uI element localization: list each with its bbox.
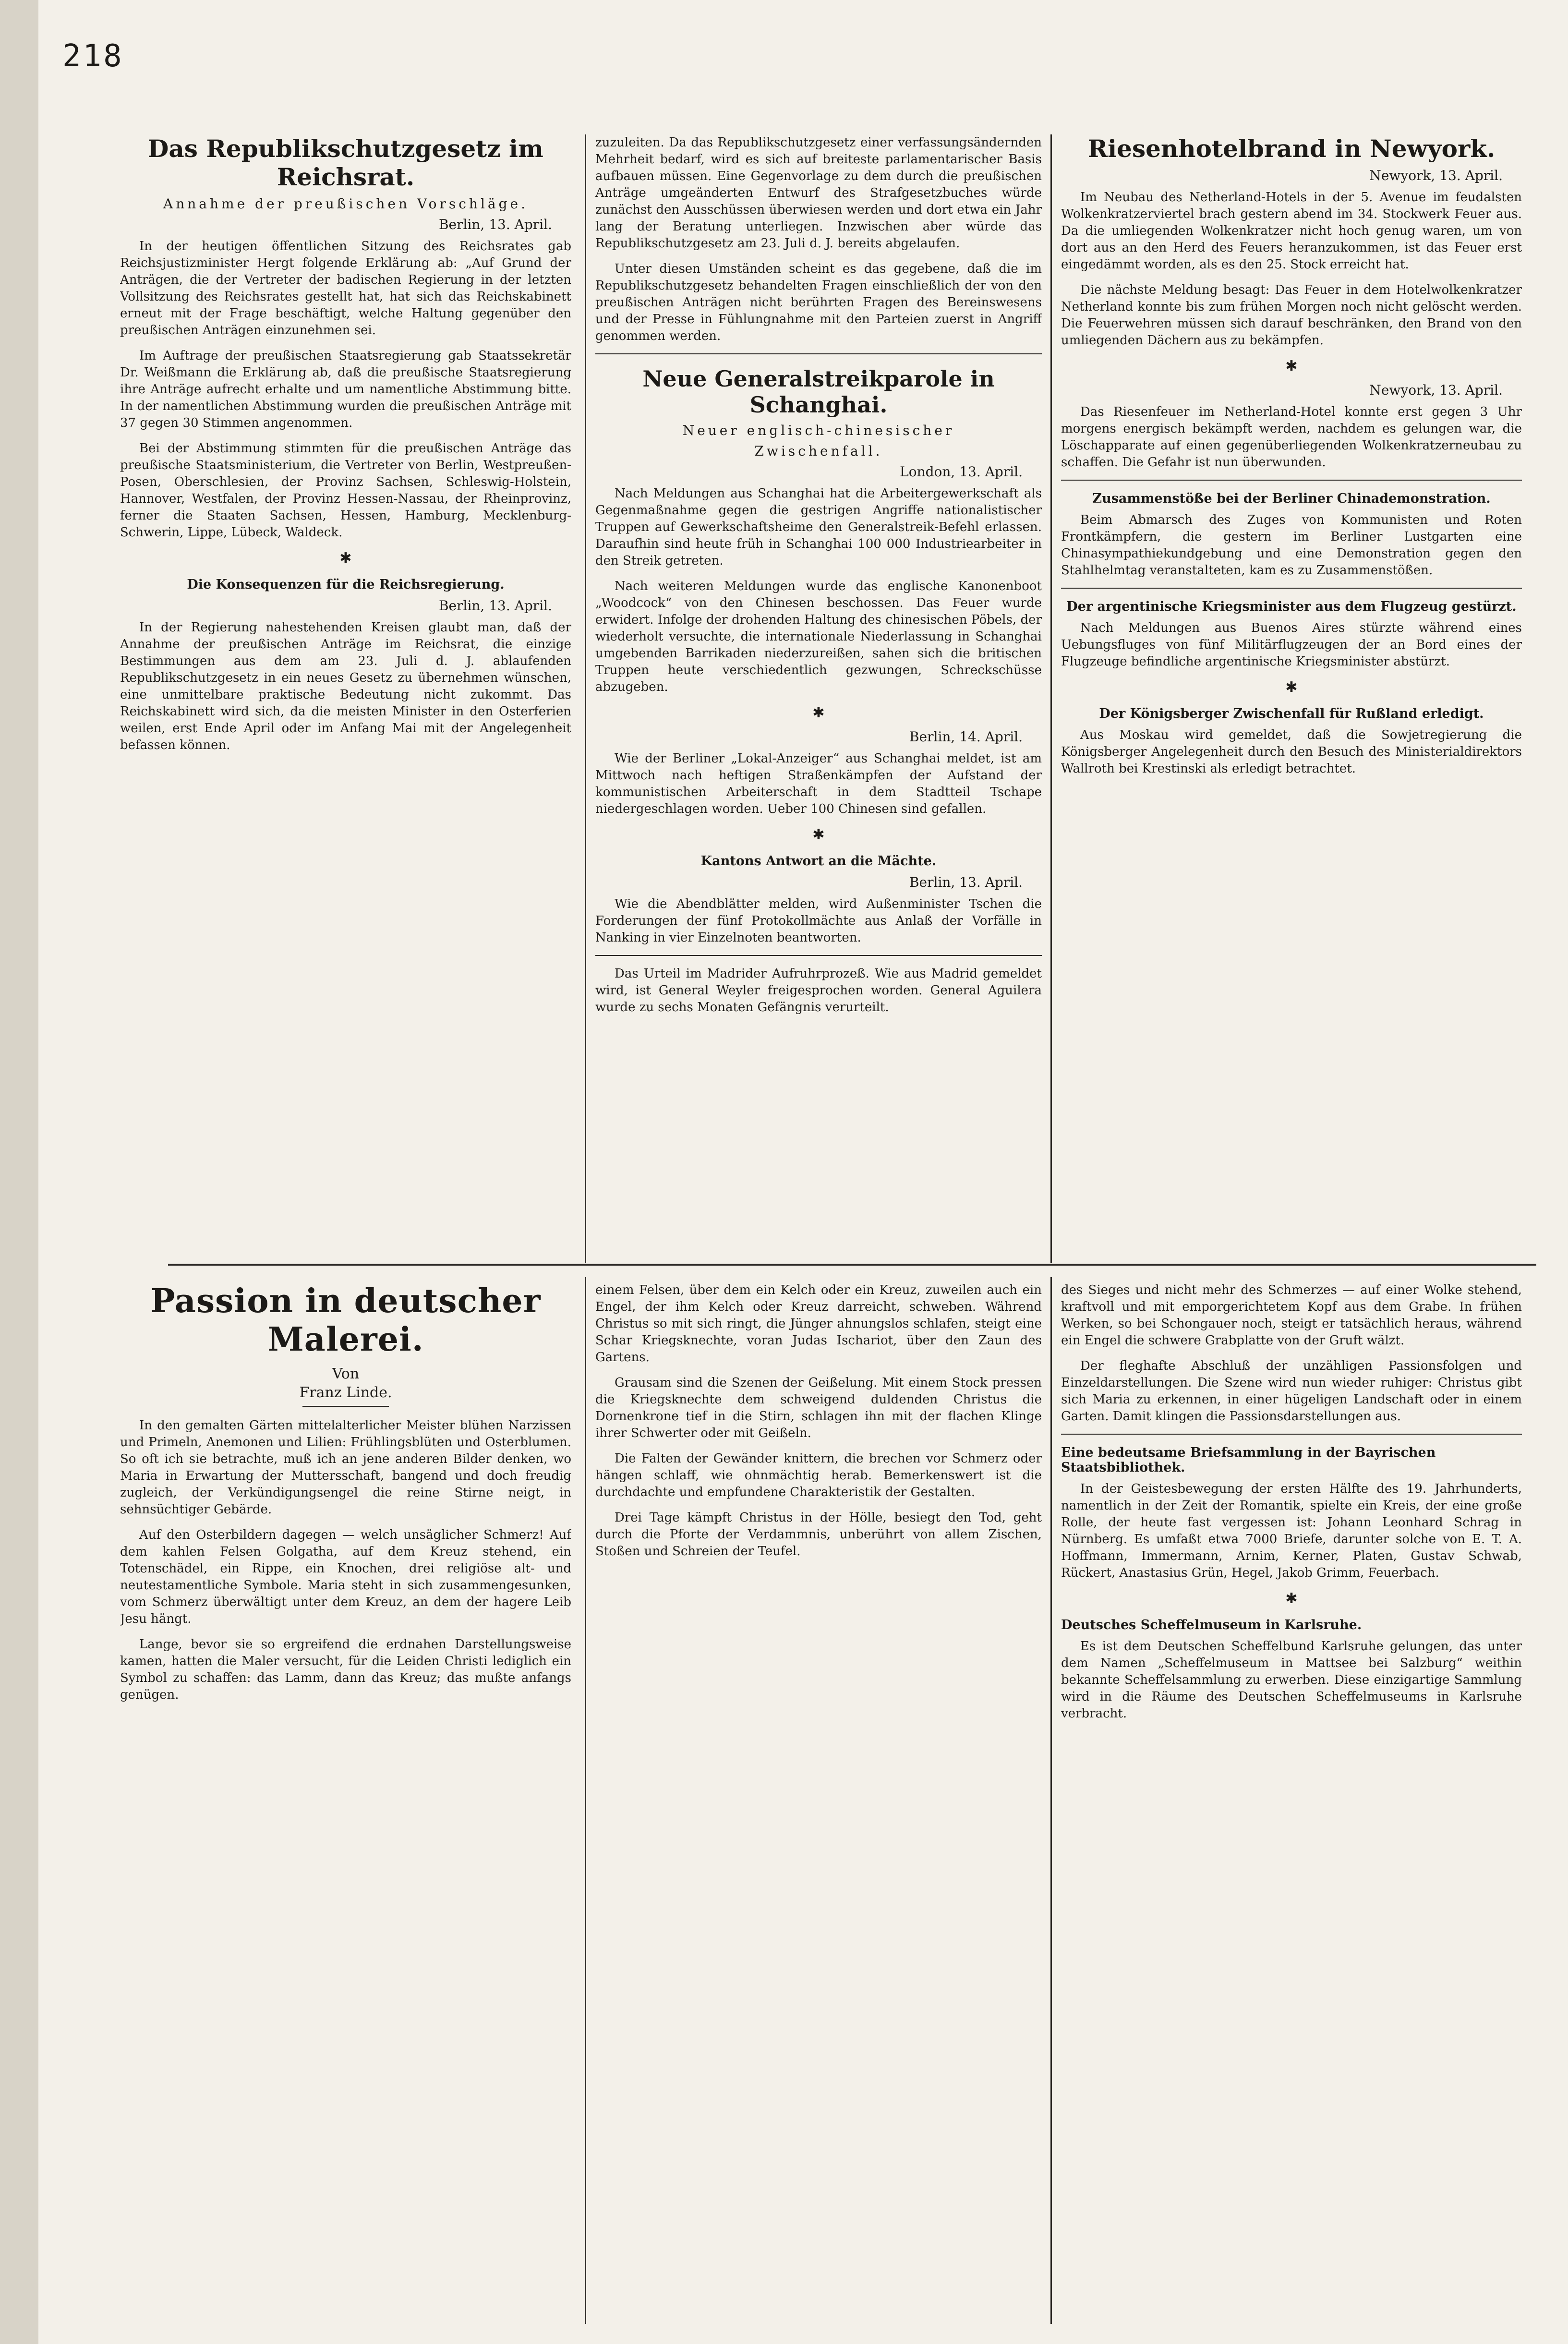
section-title: Deutsches Scheffelmuseum in Karlsruhe. bbox=[1061, 1618, 1362, 1632]
paragraph: Wie die Abendblätter melden, wird Außenminister Tschen die Forderungen der fünf Protokollmächte aus Anlaß der Vorfälle in Nanking in vier Einzelnoten beantworten. bbox=[595, 897, 1042, 945]
paragraph: Das Urteil im Madrider Aufruhrprozeß. Wie aus Madrid gemeldet wird, ist General Weyler freigesprochen worden. General Aguilera wurde zu sechs Monaten Gefängnis verurteilt. bbox=[595, 967, 1042, 1015]
article-passion-col3 bbox=[1061, 1282, 1522, 2319]
paragraph: Unter diesen Umständen scheint es das gegebene, daß die im Republikschutzgesetz behandelten Fragen einschließlich der von den preußischen Anträgen nicht berührten Fragen des Bereinswesens und der Presse in Fühlungnahme mit den Parteien zuerst in Angriff genommen werden. bbox=[595, 262, 1042, 343]
dateline: Berlin, 14. April. bbox=[909, 729, 1023, 745]
section-title: Eine bedeutsame Briefsammlung in der Bayrischen Staatsbibliothek. bbox=[1061, 1445, 1436, 1475]
paragraph: einem Felsen, über dem ein Kelch oder ein Kreuz, zuweilen auch ein Engel, der ihm Kelch oder Kreuz darreicht, schweben. Während Christus so mit sich ringt, die Jünger ahnungslos schlafen, steigt eine Schar Kriegsknechte, voran Judas Ischariot, über den Zaun des Gartens. bbox=[595, 1283, 1042, 1365]
subheadline: Zwischenfall. bbox=[754, 443, 883, 459]
separator-star: ✱ bbox=[812, 704, 825, 721]
section-rule bbox=[168, 1264, 1536, 1266]
paragraph: Drei Tage kämpft Christus in der Hölle, besiegt den Tod, geht durch die Pforte der Verdammnis, unberührt von allem Zischen, Stoßen und Schreien der Teufel. bbox=[595, 1510, 1042, 1559]
paragraph: Nach Meldungen aus Schanghai hat die Arbeitergewerkschaft als Gegenmaßnahme gegen die gestrigen Angriffe nationalistischer Truppen auf Gewerkschaftsheime den Generalstreik-Befehl erlassen. Daraufhin sind heute früh in Schanghai 100 000 Industriearbeiter in den Streik getreten. bbox=[595, 486, 1042, 568]
separator-star: ✱ bbox=[812, 826, 825, 843]
dateline: Berlin, 13. April. bbox=[438, 217, 552, 232]
section-title: Kantons Antwort an die Mächte. bbox=[700, 854, 937, 869]
column-rule bbox=[1050, 134, 1052, 1263]
paragraph: Auf den Osterbildern dagegen — welch unsäglicher Schmerz! Auf dem kahlen Felsen Golgatha, auf dem Kreuz stehend, ein Totenschädel, ein Rippe, ein Knochen, drei religiöse alt- und neutestamentliche Symbole. Maria steht in sich zusammengesunken, vom Schmerz überwältigt unter dem Kreuz, an dem der hagere Leib Jesu hängt. bbox=[120, 1528, 571, 1626]
paragraph: Die Falten der Gewänder knittern, die brechen vor Schmerz oder hängen schlaff, wie ohnmächtig herab. Bemerkenswert ist die durchdachte und empfundene Charakteristik der Gestalten. bbox=[595, 1451, 1042, 1499]
separator-star: ✱ bbox=[1285, 1590, 1298, 1607]
subheadline: Neuer englisch-chinesischer bbox=[682, 423, 955, 438]
paragraph: In der heutigen öffentlichen Sitzung des Reichsrates gab Reichsjustizminister Hergt folgende Erklärung ab: „Auf Grund der Anträgen, die der Vertreter der badischen Regierung in der letzten Vollsitzung des Reichsrates gestellt hat, hat sich das Reichskabinett erneut mit der Frage beschäftigt, welche Haltung gegenüber den preußischen Anträgen einzunehmen sei. bbox=[120, 239, 571, 338]
divider bbox=[302, 1406, 389, 1407]
article-riesenhotelbrand-column bbox=[1061, 134, 1522, 1258]
author: Franz Linde. bbox=[299, 1384, 392, 1401]
paragraph: Beim Abmarsch des Zuges von Kommunisten und Roten Frontkämpfern, die gestern im Berliner Lustgarten eine Chinasympathiekundgebung und eine Demonstration gegen den Stahlhelmtag veranstalteten, kam es zu Zusammenstößen. bbox=[1061, 513, 1522, 578]
headline: Neue Generalstreikparole in Schanghai. bbox=[642, 366, 995, 418]
divider bbox=[595, 955, 1042, 956]
paragraph: Der fleghafte Abschluß der unzähligen Passionsfolgen und Einzeldarstellungen. Die Szene wird nun wieder ruhiger: Christus gibt sich Maria zu erkennen, in einer hügeligen Landschaft oder in einem Garten. Damit klingen die Passionsdarstellungen aus. bbox=[1061, 1359, 1522, 1424]
section-title: Die Konsequenzen für die Reichsregierung. bbox=[187, 577, 505, 592]
separator-star: ✱ bbox=[1285, 679, 1298, 696]
paragraph: Bei der Abstimmung stimmten für die preußischen Anträge das preußische Staatsministerium, die Vertreter von Berlin, Westpreußen-Posen, Oberschlesien, der Provinz Sachsen, Schleswig-Holstein, Hannover, Westfalen, der Provinz Hessen-Nassau, der Rheinprovinz, ferner die Staaten Sachsen, Hessen, Hamburg, Mecklenburg-Schwerin, Lippe, Lübeck, Waldeck. bbox=[120, 441, 571, 540]
paragraph: Wie der Berliner „Lokal-Anzeiger“ aus Schanghai meldet, ist am Mittwoch nach heftigen Straßenkämpfen der Aufstand der kommunistischen Arbeiterschaft in dem Stadtteil Tschape niedergeschlagen worden. Ueber 100 Chinesen sind gefallen. bbox=[595, 751, 1042, 816]
section-title: Der Königsberger Zwischenfall für Rußland erledigt. bbox=[1099, 706, 1484, 721]
divider bbox=[595, 353, 1042, 354]
paragraph: Es ist dem Deutschen Scheffelbund Karlsruhe gelungen, das unter dem Namen „Scheffelmuseum in Mattsee bei Salzburg“ weithin bekannte Scheffelsammlung zu erwerben. Diese einzigartige Sammlung wird in die Räume des Deutschen Scheffelmuseums in Karlsruhe verbracht. bbox=[1061, 1639, 1522, 1721]
page-edge bbox=[0, 0, 38, 2344]
paragraph: Lange, bevor sie so ergreifend die erdnahen Darstellungsweise kamen, hatten die Maler versucht, für die Leiden Christi lediglich ein Symbol zu schaffen: das Lamm, dann das Kreuz; das mußte anfangs genügen. bbox=[120, 1637, 571, 1702]
paragraph: In der Regierung nahestehenden Kreisen glaubt man, daß der Annahme der preußischen Anträge im Reichsrat, die einzige Bestimmungen aus dem am 23. Juli d. J. ablaufenden Republikschutzgesetz in ein neues Gesetz zu übernehmen wünschen, eine unmittelbare praktische Bedeutung nicht zukommt. Das Reichskabinett wird sich, da die meisten Minister in den Osterferien weilen, erst Ende April oder im Anfang Mai mit der Angelegenheit befassen können. bbox=[120, 620, 571, 752]
dateline: Berlin, 13. April. bbox=[909, 874, 1023, 890]
section-title: Der argentinische Kriegsminister aus dem Flugzeug gestürzt. bbox=[1066, 599, 1517, 614]
byline-von: Von bbox=[332, 1365, 360, 1382]
separator-star: ✱ bbox=[1285, 358, 1298, 375]
headline: Riesenhotelbrand in Newyork. bbox=[1087, 134, 1496, 163]
paragraph: Im Auftrage der preußischen Staatsregierung gab Staatssekretär Dr. Weißmann die Erklärung ab, daß die preußische Staatsregierung ihre Anträge aufrecht erhalte und um namentliche Abstimmung bitte. In der namentlichen Abstimmung wurden die preußischen Anträge mit 37 gegen 30 Stimmen angenommen. bbox=[120, 349, 571, 430]
column-rule bbox=[585, 1277, 586, 2324]
article-passion-col2 bbox=[595, 1282, 1042, 2319]
column-rule bbox=[1050, 1277, 1052, 2324]
paragraph: Aus Moskau wird gemeldet, daß die Sowjetregierung die Königsberger Angelegenheit durch den Besuch des Ministerialdirektors Wallroth bei Krestinski als erledigt betrachtet. bbox=[1061, 728, 1522, 776]
paragraph: In den gemalten Gärten mittelalterlicher Meister blühen Narzissen und Primeln, Anemonen und Lilien: Frühlingsblüten und Osterblumen. So oft ich sie betrachte, muß ich an jene anderen Bilder denken, wo Maria in Erwartung der Muttersschaft, bangend und doch freudig zugleich, der Verkündigungsengel die reine Stirne neigt, in sehnsüchtiger Gebärde. bbox=[120, 1418, 571, 1517]
dateline: Newyork, 13. April. bbox=[1369, 168, 1503, 183]
paragraph: In der Geistesbewegung der ersten Hälfte des 19. Jahrhunderts, namentlich in der Zeit der Romantik, spielte ein Kreis, der eine große Rolle, der heute fast vergessen ist: Johann Leonhard Schrag in Nürnberg. Es umfaßt etwa 7000 Briefe, darunter solche von E. T. A. Hoffmann, Immermann, Arnim, Kerner, Platen, Gustav Schwab, Rückert, Anastasius Grün, Hegel, Jakob Grimm, Feuerbach. bbox=[1061, 1482, 1522, 1580]
separator-star: ✱ bbox=[339, 550, 352, 567]
paragraph: Das Riesenfeuer im Netherland-Hotel konnte erst gegen 3 Uhr morgens energisch bekämpft werden, nachdem es gelungen war, die Löschapparate auf einen gegenüberliegenden Wolkenkratzerneubau zu schaffen. Die Gefahr ist nun überwunden. bbox=[1061, 405, 1522, 470]
divider bbox=[1061, 588, 1522, 589]
paragraph: Die nächste Meldung besagt: Das Feuer in dem Hotelwolkenkratzer Netherland konnte bis zum frühen Morgen noch nicht gelöscht werden. Die Feuerwehren müssen sich darauf beschränken, den Brand von den umliegenden Dächern aus zu bekämpfen. bbox=[1061, 283, 1522, 348]
paragraph: zuzuleiten. Da das Republikschutzgesetz einer verfassungsändernden Mehrheit bedarf, wird es sich auf breiteste parlamentarischer Basis aufbauen müssen. Eine Gegenvorlage zu dem durch die preußischen Anträge umgeänderten Entwurf des Strafgesetzbuches würde zunächst den Ausschüssen überwiesen werden und dort etwa ein Jahr lang der Beratung unterliegen. Inzwischen aber würde das Republikschutzgesetz am 23. Juli d. J. bereits abgelaufen. bbox=[595, 135, 1042, 251]
headline: Passion in deutscher Malerei. bbox=[150, 1282, 541, 1359]
column-rule bbox=[585, 134, 586, 1263]
paragraph: Nach weiteren Meldungen wurde das englische Kanonenboot „Woodcock“ von den Chinesen beschossen. Das Feuer wurde erwidert. Infolge der drohenden Haltung des chinesischen Pöbels, der wiederholt versuchte, die internationale Niederlassung in Schanghai umgebenden Barrikaden niederzureißen, sahen sich die britischen Truppen heute verschiedentlich gezwungen, Schreckschüsse abzugeben. bbox=[595, 579, 1042, 694]
paragraph: Nach Meldungen aus Buenos Aires stürzte während eines Uebungsfluges von fünf Militärflugzeugen der an Bord eines der Flugzeuge befindliche argentinische Kriegsminister abstürzt. bbox=[1061, 621, 1522, 669]
subheadline: Annahme der preußischen Vorschläge. bbox=[163, 196, 528, 212]
dateline: London, 13. April. bbox=[900, 464, 1023, 480]
article-republikschutz bbox=[120, 134, 571, 1258]
page-number: 218 bbox=[62, 38, 124, 74]
dateline: Newyork, 13. April. bbox=[1369, 382, 1503, 398]
paragraph: Im Neubau des Netherland-Hotels in der 5. Avenue im feudalsten Wolkenkratzerviertel brach gestern abend im 34. Stockwerk Feuer aus. Da die umliegenden Wolkenkratzer nicht hoch genug waren, um von dort aus an den Herd des Feuers heranzukommen, ist das Feuer erst eingedämmt worden, als es den 25. Stock erreicht hat. bbox=[1061, 190, 1522, 272]
article-passion-col1 bbox=[120, 1282, 571, 2319]
paragraph: Grausam sind die Szenen der Geißelung. Mit einem Stock pressen die Kriegsknechte dem schweigend duldenden Christus die Dornenkrone tief in die Stirn, schlagen ihn mit der flachen Klinge ihrer Schwerter oder mit Geißeln. bbox=[595, 1376, 1042, 1440]
paragraph: des Sieges und nicht mehr des Schmerzes — auf einer Wolke stehend, kraftvoll und mit emporgerichtetem Kopf aus dem Grabe. In frühen Werken, so bei Schongauer noch, steigt er tatsächlich heraus, während ein Engel die schwere Grabplatte von der Gruft wälzt. bbox=[1061, 1283, 1522, 1348]
dateline: Berlin, 13. April. bbox=[438, 598, 552, 614]
article-schanghai-column bbox=[595, 134, 1042, 1258]
section-title: Zusammenstöße bei der Berliner Chinademonstration. bbox=[1092, 491, 1491, 506]
headline: Das Republikschutzgesetz im Reichsrat. bbox=[148, 134, 543, 191]
divider bbox=[1061, 480, 1522, 481]
divider bbox=[1061, 1434, 1522, 1435]
